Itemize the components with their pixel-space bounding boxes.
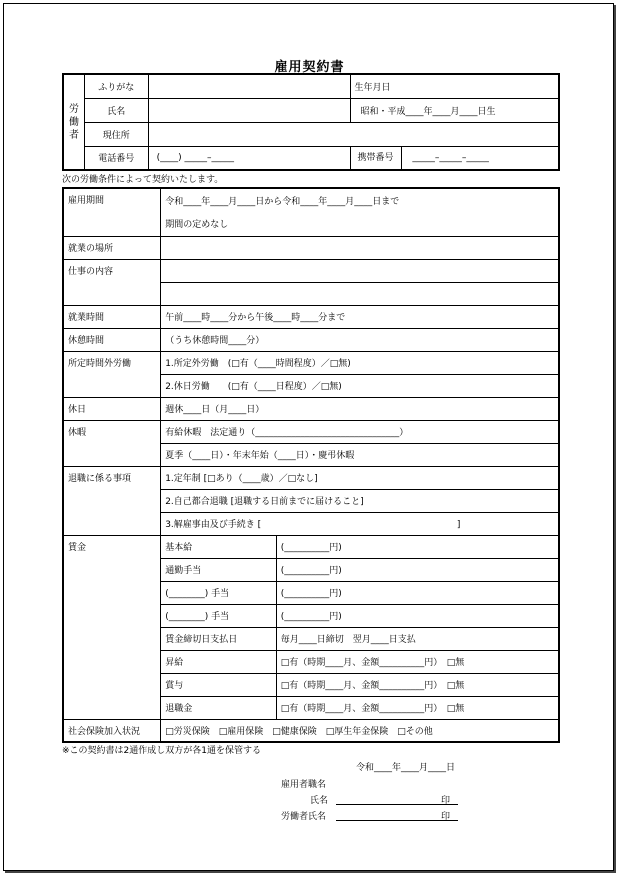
employer-name-field[interactable] [336, 793, 458, 805]
wage-row-label: 通勤手当 [161, 558, 277, 581]
worker-name-label: 労働者氏名 [281, 812, 327, 822]
workplace-field[interactable] [161, 236, 559, 259]
name-field[interactable] [148, 98, 350, 122]
wage-row-label: 基本給 [161, 535, 277, 558]
hours-label: 就業時間 [63, 305, 161, 328]
phone-label: 電話番号 [84, 146, 148, 170]
leave-1[interactable]: 有給休暇 法定通り（________________________________） [161, 420, 559, 443]
wage-row-value[interactable]: (__________円) [276, 535, 559, 558]
mobile-row [350, 146, 559, 170]
wage-row-value[interactable]: 毎月____日締切 翌月____日支払 [276, 627, 559, 650]
furigana-label: ふりがな [84, 74, 148, 98]
worker-label: 労働者 [63, 74, 84, 170]
wage-row-label[interactable]: (________) 手当 [161, 581, 277, 604]
hours-value[interactable]: 午前____時____分から午後____時____分まで [161, 305, 559, 328]
retire-label: 退職に係る事項 [63, 466, 161, 535]
break-label: 休憩時間 [63, 328, 161, 351]
holiday-value[interactable]: 週休____日（月____日） [161, 397, 559, 420]
wage-row-label[interactable]: (________) 手当 [161, 604, 277, 627]
wage-row-label: 賞与 [161, 673, 277, 696]
employer-title-label: 雇用者職名 [281, 780, 327, 790]
retire-3-text: 3.解雇事由及び手続き [ [165, 520, 262, 530]
employment-period-2[interactable]: 期間の定めなし [161, 212, 559, 236]
address-label: 現住所 [84, 122, 148, 146]
job-field-1[interactable] [161, 259, 559, 282]
wage-row-label: 賃金締切日支払日 [161, 627, 277, 650]
wage-row-value[interactable]: □有（時期____月、金額__________円） □無 [276, 696, 559, 719]
overtime-label: 所定時間外労働 [63, 351, 161, 397]
worker-info-table [62, 73, 560, 171]
wage-row-value[interactable]: (__________円) [276, 604, 559, 627]
retire-3[interactable] [161, 512, 559, 535]
worker-seal: 印 [440, 812, 450, 822]
mobile-field[interactable]: _____–_____–_____ [412, 152, 489, 163]
workplace-label: 就業の場所 [63, 236, 161, 259]
furigana-field[interactable] [148, 74, 350, 98]
intro-text: 次の労働条件によって契約いたします。 [62, 175, 224, 185]
employer-name-label: 氏名 [310, 796, 329, 806]
footnote: ※この契約書は2通作成し双方が各1通を保管する [62, 746, 261, 756]
overtime-2[interactable]: 2.休日労働 (□有（____日程度）／□無) [161, 374, 559, 397]
phone-field[interactable]: (____) _____–_____ [148, 146, 350, 170]
wage-label: 賃金 [63, 535, 161, 719]
job-field-2[interactable] [161, 282, 559, 305]
wage-row-label: 昇給 [161, 650, 277, 673]
signature-date[interactable]: 令和____年____月____日 [356, 763, 456, 773]
leave-label: 休暇 [63, 420, 161, 466]
job-label: 仕事の内容 [63, 259, 161, 305]
name-label: 氏名 [84, 98, 148, 122]
address-field[interactable] [148, 122, 559, 146]
insurance-value[interactable]: □労災保険 □雇用保険 □健康保険 □厚生年金保険 □その他 [161, 719, 559, 742]
wage-row-value[interactable]: (__________円) [276, 581, 559, 604]
birth-value[interactable]: 昭和・平成____年____月____日生 [350, 98, 559, 122]
wage-row-value[interactable]: □有（時期____月、金額__________円） □無 [276, 650, 559, 673]
holiday-label: 休日 [63, 397, 161, 420]
retire-3-end: ] [456, 520, 461, 530]
worker-name-field[interactable] [336, 809, 458, 821]
retire-1[interactable]: 1.定年制 [□あり（____歳）／□なし] [161, 466, 559, 489]
wage-row-value[interactable]: (__________円) [276, 558, 559, 581]
insurance-label: 社会保険加入状況 [63, 719, 161, 742]
birth-label: 生年月日 [350, 74, 559, 98]
wage-row-label: 退職金 [161, 696, 277, 719]
employment-period-1[interactable]: 令和____年____月____日から令和____年____月____日まで [161, 188, 559, 212]
wage-row-value[interactable]: □有（時期____月、金額__________円） □無 [276, 673, 559, 696]
employer-seal: 印 [440, 796, 450, 806]
break-value[interactable]: （うち休憩時間____分） [161, 328, 559, 351]
overtime-1[interactable]: 1.所定外労働 (□有（____時間程度）／□無) [161, 351, 559, 374]
retire-2[interactable]: 2.自己都合退職 [退職する日前までに届けること] [161, 489, 559, 512]
mobile-label: 携帯番号 [351, 147, 402, 169]
leave-2[interactable]: 夏季（____日）・年末年始（____日）・慶弔休暇 [161, 443, 559, 466]
employment-period-label: 雇用期間 [63, 188, 161, 236]
conditions-table [62, 187, 560, 743]
document-title: 雇用契約書 [274, 60, 345, 75]
